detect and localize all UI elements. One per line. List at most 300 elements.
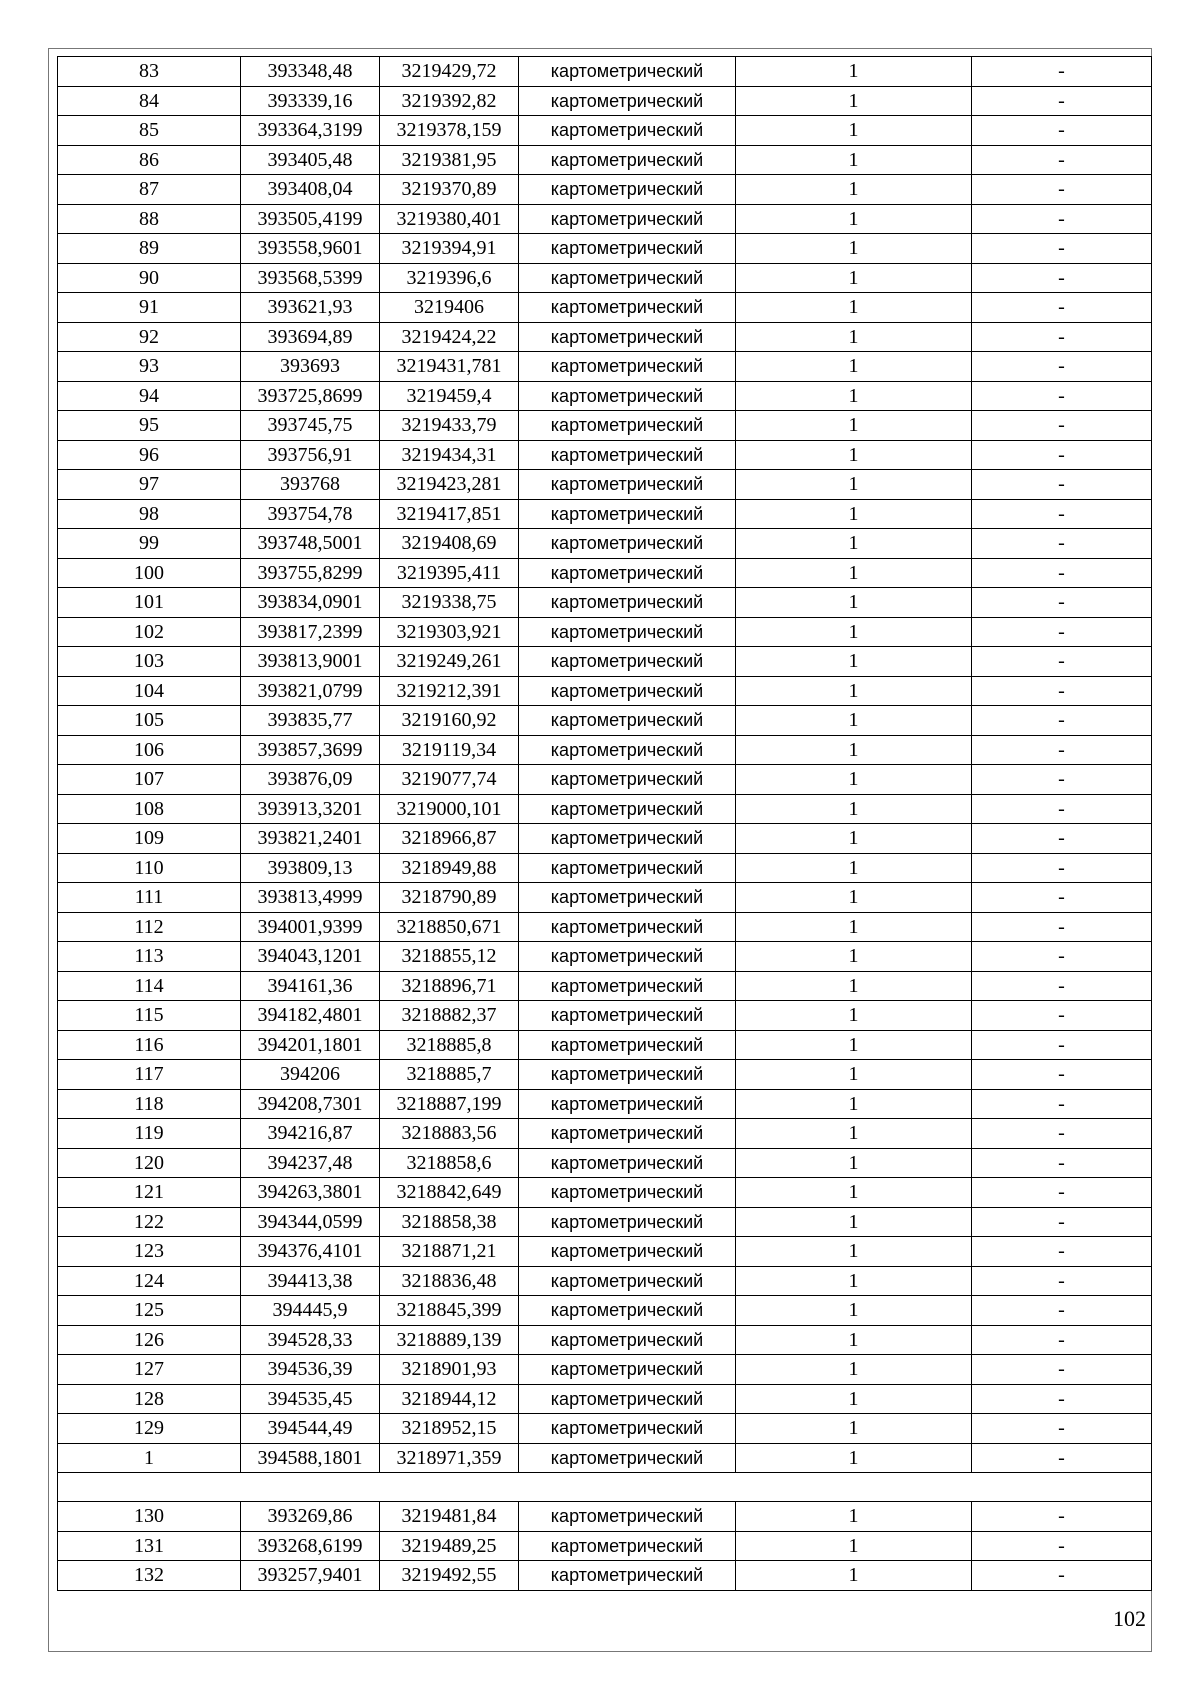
table-row bbox=[58, 883, 1152, 913]
y-coordinate-cell: 3218971,359 bbox=[380, 1443, 519, 1473]
table-row bbox=[58, 352, 1152, 382]
method-cell: картометрический bbox=[519, 735, 736, 765]
table-row bbox=[58, 706, 1152, 736]
point-number-cell: 111 bbox=[58, 883, 241, 913]
description-cell: - bbox=[972, 116, 1152, 146]
description-cell: - bbox=[972, 912, 1152, 942]
accuracy-cell: 1 bbox=[736, 470, 972, 500]
x-coordinate-cell: 394206 bbox=[241, 1060, 380, 1090]
point-number-cell: 124 bbox=[58, 1266, 241, 1296]
x-coordinate-cell: 393813,9001 bbox=[241, 647, 380, 677]
x-coordinate-cell: 393745,75 bbox=[241, 411, 380, 441]
point-number-cell: 107 bbox=[58, 765, 241, 795]
table-row bbox=[58, 794, 1152, 824]
y-coordinate-cell: 3219395,411 bbox=[380, 558, 519, 588]
page-number: 102 bbox=[1113, 1606, 1146, 1631]
y-coordinate-cell: 3218871,21 bbox=[380, 1237, 519, 1267]
x-coordinate-cell: 393505,4199 bbox=[241, 204, 380, 234]
method-cell: картометрический bbox=[519, 322, 736, 352]
description-cell: - bbox=[972, 735, 1152, 765]
method-cell: картометрический bbox=[519, 293, 736, 323]
method-cell: картометрический bbox=[519, 853, 736, 883]
table-row bbox=[58, 1178, 1152, 1208]
method-cell: картометрический bbox=[519, 1531, 736, 1561]
point-number-cell: 127 bbox=[58, 1355, 241, 1385]
point-number-cell: 108 bbox=[58, 794, 241, 824]
x-coordinate-cell: 393568,5399 bbox=[241, 263, 380, 293]
method-cell: картометрический bbox=[519, 529, 736, 559]
description-cell: - bbox=[972, 1561, 1152, 1591]
description-cell: - bbox=[972, 1266, 1152, 1296]
point-number-cell: 117 bbox=[58, 1060, 241, 1090]
point-number-cell: 122 bbox=[58, 1207, 241, 1237]
table-row bbox=[58, 1207, 1152, 1237]
accuracy-cell: 1 bbox=[736, 1355, 972, 1385]
method-cell: картометрический bbox=[519, 1266, 736, 1296]
table-row bbox=[58, 1443, 1152, 1473]
description-cell: - bbox=[972, 942, 1152, 972]
separator-cell bbox=[58, 1473, 1152, 1502]
x-coordinate-cell: 393876,09 bbox=[241, 765, 380, 795]
table-row bbox=[58, 499, 1152, 529]
y-coordinate-cell: 3219119,34 bbox=[380, 735, 519, 765]
point-number-cell: 114 bbox=[58, 971, 241, 1001]
table-row bbox=[58, 57, 1152, 87]
accuracy-cell: 1 bbox=[736, 1531, 972, 1561]
table-row bbox=[58, 1355, 1152, 1385]
method-cell: картометрический bbox=[519, 175, 736, 205]
x-coordinate-cell: 393364,3199 bbox=[241, 116, 380, 146]
table-row bbox=[58, 322, 1152, 352]
x-coordinate-cell: 394216,87 bbox=[241, 1119, 380, 1149]
accuracy-cell: 1 bbox=[736, 706, 972, 736]
accuracy-cell: 1 bbox=[736, 558, 972, 588]
y-coordinate-cell: 3218790,89 bbox=[380, 883, 519, 913]
accuracy-cell: 1 bbox=[736, 322, 972, 352]
y-coordinate-cell: 3218885,7 bbox=[380, 1060, 519, 1090]
description-cell: - bbox=[972, 529, 1152, 559]
method-cell: картометрический bbox=[519, 942, 736, 972]
point-number-cell: 113 bbox=[58, 942, 241, 972]
x-coordinate-cell: 393621,93 bbox=[241, 293, 380, 323]
table-row bbox=[58, 263, 1152, 293]
method-cell: картометрический bbox=[519, 86, 736, 116]
method-cell: картометрический bbox=[519, 1030, 736, 1060]
point-number-cell: 100 bbox=[58, 558, 241, 588]
table-row bbox=[58, 558, 1152, 588]
accuracy-cell: 1 bbox=[736, 765, 972, 795]
method-cell: картометрический bbox=[519, 912, 736, 942]
y-coordinate-cell: 3219378,159 bbox=[380, 116, 519, 146]
point-number-cell: 92 bbox=[58, 322, 241, 352]
accuracy-cell: 1 bbox=[736, 1414, 972, 1444]
accuracy-cell: 1 bbox=[736, 204, 972, 234]
x-coordinate-cell: 393817,2399 bbox=[241, 617, 380, 647]
description-cell: - bbox=[972, 794, 1152, 824]
x-coordinate-cell: 394208,7301 bbox=[241, 1089, 380, 1119]
description-cell: - bbox=[972, 1414, 1152, 1444]
y-coordinate-cell: 3218882,37 bbox=[380, 1001, 519, 1031]
method-cell: картометрический bbox=[519, 145, 736, 175]
method-cell: картометрический bbox=[519, 1207, 736, 1237]
x-coordinate-cell: 393339,16 bbox=[241, 86, 380, 116]
y-coordinate-cell: 3218836,48 bbox=[380, 1266, 519, 1296]
description-cell: - bbox=[972, 440, 1152, 470]
y-coordinate-cell: 3218850,671 bbox=[380, 912, 519, 942]
method-cell: картометрический bbox=[519, 499, 736, 529]
x-coordinate-cell: 394201,1801 bbox=[241, 1030, 380, 1060]
accuracy-cell: 1 bbox=[736, 735, 972, 765]
table-row bbox=[58, 411, 1152, 441]
point-number-cell: 105 bbox=[58, 706, 241, 736]
accuracy-cell: 1 bbox=[736, 529, 972, 559]
table-row bbox=[58, 824, 1152, 854]
point-number-cell: 83 bbox=[58, 57, 241, 87]
y-coordinate-cell: 3219489,25 bbox=[380, 1531, 519, 1561]
table-row bbox=[58, 942, 1152, 972]
table-row bbox=[58, 145, 1152, 175]
method-cell: картометрический bbox=[519, 1384, 736, 1414]
method-cell: картометрический bbox=[519, 1148, 736, 1178]
y-coordinate-cell: 3219492,55 bbox=[380, 1561, 519, 1591]
y-coordinate-cell: 3219338,75 bbox=[380, 588, 519, 618]
method-cell: картометрический bbox=[519, 883, 736, 913]
x-coordinate-cell: 394413,38 bbox=[241, 1266, 380, 1296]
method-cell: картометрический bbox=[519, 647, 736, 677]
accuracy-cell: 1 bbox=[736, 676, 972, 706]
method-cell: картометрический bbox=[519, 57, 736, 87]
description-cell: - bbox=[972, 1178, 1152, 1208]
y-coordinate-cell: 3219433,79 bbox=[380, 411, 519, 441]
y-coordinate-cell: 3219408,69 bbox=[380, 529, 519, 559]
x-coordinate-cell: 393558,9601 bbox=[241, 234, 380, 264]
description-cell: - bbox=[972, 1296, 1152, 1326]
point-number-cell: 86 bbox=[58, 145, 241, 175]
method-cell: картометрический bbox=[519, 470, 736, 500]
y-coordinate-cell: 3219380,401 bbox=[380, 204, 519, 234]
table-row bbox=[58, 912, 1152, 942]
accuracy-cell: 1 bbox=[736, 1443, 972, 1473]
method-cell: картометрический bbox=[519, 1237, 736, 1267]
description-cell: - bbox=[972, 883, 1152, 913]
accuracy-cell: 1 bbox=[736, 1502, 972, 1532]
description-cell: - bbox=[972, 175, 1152, 205]
x-coordinate-cell: 393835,77 bbox=[241, 706, 380, 736]
y-coordinate-cell: 3218944,12 bbox=[380, 1384, 519, 1414]
method-cell: картометрический bbox=[519, 1178, 736, 1208]
method-cell: картометрический bbox=[519, 1119, 736, 1149]
table-row bbox=[58, 1060, 1152, 1090]
table-row bbox=[58, 1414, 1152, 1444]
y-coordinate-cell: 3219396,6 bbox=[380, 263, 519, 293]
point-number-cell: 110 bbox=[58, 853, 241, 883]
y-coordinate-cell: 3218883,56 bbox=[380, 1119, 519, 1149]
table-row bbox=[58, 440, 1152, 470]
description-cell: - bbox=[972, 1502, 1152, 1532]
description-cell: - bbox=[972, 204, 1152, 234]
y-coordinate-cell: 3219000,101 bbox=[380, 794, 519, 824]
table-row bbox=[58, 853, 1152, 883]
y-coordinate-cell: 3219160,92 bbox=[380, 706, 519, 736]
accuracy-cell: 1 bbox=[736, 175, 972, 205]
point-number-cell: 118 bbox=[58, 1089, 241, 1119]
x-coordinate-cell: 394588,1801 bbox=[241, 1443, 380, 1473]
point-number-cell: 91 bbox=[58, 293, 241, 323]
accuracy-cell: 1 bbox=[736, 1296, 972, 1326]
point-number-cell: 89 bbox=[58, 234, 241, 264]
accuracy-cell: 1 bbox=[736, 1060, 972, 1090]
point-number-cell: 90 bbox=[58, 263, 241, 293]
x-coordinate-cell: 393756,91 bbox=[241, 440, 380, 470]
accuracy-cell: 1 bbox=[736, 86, 972, 116]
method-cell: картометрический bbox=[519, 440, 736, 470]
x-coordinate-cell: 394263,3801 bbox=[241, 1178, 380, 1208]
method-cell: картометрический bbox=[519, 765, 736, 795]
accuracy-cell: 1 bbox=[736, 1119, 972, 1149]
x-coordinate-cell: 393405,48 bbox=[241, 145, 380, 175]
point-number-cell: 128 bbox=[58, 1384, 241, 1414]
point-number-cell: 112 bbox=[58, 912, 241, 942]
description-cell: - bbox=[972, 381, 1152, 411]
y-coordinate-cell: 3219392,82 bbox=[380, 86, 519, 116]
separator-row bbox=[58, 1473, 1152, 1502]
x-coordinate-cell: 393834,0901 bbox=[241, 588, 380, 618]
description-cell: - bbox=[972, 145, 1152, 175]
method-cell: картометрический bbox=[519, 588, 736, 618]
method-cell: картометрический bbox=[519, 352, 736, 382]
point-number-cell: 106 bbox=[58, 735, 241, 765]
accuracy-cell: 1 bbox=[736, 263, 972, 293]
y-coordinate-cell: 3219431,781 bbox=[380, 352, 519, 382]
method-cell: картометрический bbox=[519, 706, 736, 736]
table-row bbox=[58, 1001, 1152, 1031]
y-coordinate-cell: 3218858,38 bbox=[380, 1207, 519, 1237]
y-coordinate-cell: 3219406 bbox=[380, 293, 519, 323]
table-row bbox=[58, 735, 1152, 765]
description-cell: - bbox=[972, 617, 1152, 647]
accuracy-cell: 1 bbox=[736, 883, 972, 913]
y-coordinate-cell: 3218855,12 bbox=[380, 942, 519, 972]
accuracy-cell: 1 bbox=[736, 116, 972, 146]
point-number-cell: 126 bbox=[58, 1325, 241, 1355]
point-number-cell: 87 bbox=[58, 175, 241, 205]
y-coordinate-cell: 3219249,261 bbox=[380, 647, 519, 677]
y-coordinate-cell: 3219434,31 bbox=[380, 440, 519, 470]
y-coordinate-cell: 3218896,71 bbox=[380, 971, 519, 1001]
y-coordinate-cell: 3219423,281 bbox=[380, 470, 519, 500]
description-cell: - bbox=[972, 470, 1152, 500]
table-row bbox=[58, 1561, 1152, 1591]
x-coordinate-cell: 393809,13 bbox=[241, 853, 380, 883]
point-number-cell: 120 bbox=[58, 1148, 241, 1178]
point-number-cell: 116 bbox=[58, 1030, 241, 1060]
accuracy-cell: 1 bbox=[736, 1561, 972, 1591]
description-cell: - bbox=[972, 676, 1152, 706]
point-number-cell: 121 bbox=[58, 1178, 241, 1208]
point-number-cell: 85 bbox=[58, 116, 241, 146]
method-cell: картометрический bbox=[519, 234, 736, 264]
x-coordinate-cell: 393348,48 bbox=[241, 57, 380, 87]
description-cell: - bbox=[972, 765, 1152, 795]
accuracy-cell: 1 bbox=[736, 617, 972, 647]
table-row bbox=[58, 647, 1152, 677]
point-number-cell: 125 bbox=[58, 1296, 241, 1326]
table-row bbox=[58, 86, 1152, 116]
point-number-cell: 88 bbox=[58, 204, 241, 234]
point-number-cell: 123 bbox=[58, 1237, 241, 1267]
method-cell: картометрический bbox=[519, 204, 736, 234]
x-coordinate-cell: 394528,33 bbox=[241, 1325, 380, 1355]
description-cell: - bbox=[972, 558, 1152, 588]
point-number-cell: 130 bbox=[58, 1502, 241, 1532]
x-coordinate-cell: 394445,9 bbox=[241, 1296, 380, 1326]
table-row bbox=[58, 676, 1152, 706]
table-row bbox=[58, 1266, 1152, 1296]
description-cell: - bbox=[972, 1001, 1152, 1031]
x-coordinate-cell: 394161,36 bbox=[241, 971, 380, 1001]
y-coordinate-cell: 3218952,15 bbox=[380, 1414, 519, 1444]
accuracy-cell: 1 bbox=[736, 1237, 972, 1267]
accuracy-cell: 1 bbox=[736, 1178, 972, 1208]
method-cell: картометрический bbox=[519, 794, 736, 824]
table-row bbox=[58, 175, 1152, 205]
method-cell: картометрический bbox=[519, 1502, 736, 1532]
table-row bbox=[58, 1531, 1152, 1561]
accuracy-cell: 1 bbox=[736, 1325, 972, 1355]
x-coordinate-cell: 393768 bbox=[241, 470, 380, 500]
x-coordinate-cell: 394001,9399 bbox=[241, 912, 380, 942]
description-cell: - bbox=[972, 1237, 1152, 1267]
method-cell: картометрический bbox=[519, 1561, 736, 1591]
y-coordinate-cell: 3219417,851 bbox=[380, 499, 519, 529]
x-coordinate-cell: 393257,9401 bbox=[241, 1561, 380, 1591]
x-coordinate-cell: 393693 bbox=[241, 352, 380, 382]
method-cell: картометрический bbox=[519, 1414, 736, 1444]
accuracy-cell: 1 bbox=[736, 588, 972, 618]
table-row bbox=[58, 293, 1152, 323]
point-number-cell: 95 bbox=[58, 411, 241, 441]
description-cell: - bbox=[972, 1148, 1152, 1178]
point-number-cell: 101 bbox=[58, 588, 241, 618]
method-cell: картометрический bbox=[519, 1443, 736, 1473]
description-cell: - bbox=[972, 499, 1152, 529]
description-cell: - bbox=[972, 824, 1152, 854]
y-coordinate-cell: 3218842,649 bbox=[380, 1178, 519, 1208]
accuracy-cell: 1 bbox=[736, 381, 972, 411]
accuracy-cell: 1 bbox=[736, 912, 972, 942]
x-coordinate-cell: 393913,3201 bbox=[241, 794, 380, 824]
y-coordinate-cell: 3218885,8 bbox=[380, 1030, 519, 1060]
y-coordinate-cell: 3219212,391 bbox=[380, 676, 519, 706]
method-cell: картометрический bbox=[519, 1355, 736, 1385]
x-coordinate-cell: 393755,8299 bbox=[241, 558, 380, 588]
accuracy-cell: 1 bbox=[736, 1207, 972, 1237]
table-row bbox=[58, 204, 1152, 234]
method-cell: картометрический bbox=[519, 1296, 736, 1326]
description-cell: - bbox=[972, 86, 1152, 116]
method-cell: картометрический bbox=[519, 263, 736, 293]
x-coordinate-cell: 393725,8699 bbox=[241, 381, 380, 411]
accuracy-cell: 1 bbox=[736, 1001, 972, 1031]
method-cell: картометрический bbox=[519, 1089, 736, 1119]
point-number-cell: 97 bbox=[58, 470, 241, 500]
table-row bbox=[58, 765, 1152, 795]
table-row bbox=[58, 1119, 1152, 1149]
x-coordinate-cell: 393268,6199 bbox=[241, 1531, 380, 1561]
y-coordinate-cell: 3218887,199 bbox=[380, 1089, 519, 1119]
method-cell: картометрический bbox=[519, 971, 736, 1001]
y-coordinate-cell: 3218901,93 bbox=[380, 1355, 519, 1385]
description-cell: - bbox=[972, 1531, 1152, 1561]
description-cell: - bbox=[972, 706, 1152, 736]
table-row bbox=[58, 234, 1152, 264]
x-coordinate-cell: 393821,2401 bbox=[241, 824, 380, 854]
point-number-cell: 129 bbox=[58, 1414, 241, 1444]
x-coordinate-cell: 393857,3699 bbox=[241, 735, 380, 765]
description-cell: - bbox=[972, 588, 1152, 618]
table-row bbox=[58, 971, 1152, 1001]
y-coordinate-cell: 3219370,89 bbox=[380, 175, 519, 205]
table-row bbox=[58, 116, 1152, 146]
accuracy-cell: 1 bbox=[736, 971, 972, 1001]
method-cell: картометрический bbox=[519, 1060, 736, 1090]
table-row bbox=[58, 1296, 1152, 1326]
y-coordinate-cell: 3219481,84 bbox=[380, 1502, 519, 1532]
accuracy-cell: 1 bbox=[736, 145, 972, 175]
method-cell: картометрический bbox=[519, 676, 736, 706]
description-cell: - bbox=[972, 263, 1152, 293]
description-cell: - bbox=[972, 853, 1152, 883]
table-row bbox=[58, 1030, 1152, 1060]
table-row bbox=[58, 470, 1152, 500]
table-row bbox=[58, 1237, 1152, 1267]
description-cell: - bbox=[972, 1089, 1152, 1119]
accuracy-cell: 1 bbox=[736, 853, 972, 883]
table-row bbox=[58, 1502, 1152, 1532]
description-cell: - bbox=[972, 1384, 1152, 1414]
point-number-cell: 131 bbox=[58, 1531, 241, 1561]
x-coordinate-cell: 394237,48 bbox=[241, 1148, 380, 1178]
x-coordinate-cell: 394043,1201 bbox=[241, 942, 380, 972]
method-cell: картометрический bbox=[519, 617, 736, 647]
point-number-cell: 94 bbox=[58, 381, 241, 411]
description-cell: - bbox=[972, 647, 1152, 677]
point-number-cell: 132 bbox=[58, 1561, 241, 1591]
x-coordinate-cell: 393754,78 bbox=[241, 499, 380, 529]
x-coordinate-cell: 394344,0599 bbox=[241, 1207, 380, 1237]
y-coordinate-cell: 3218858,6 bbox=[380, 1148, 519, 1178]
description-cell: - bbox=[972, 322, 1152, 352]
table-row bbox=[58, 617, 1152, 647]
accuracy-cell: 1 bbox=[736, 794, 972, 824]
y-coordinate-cell: 3218949,88 bbox=[380, 853, 519, 883]
point-number-cell: 1 bbox=[58, 1443, 241, 1473]
point-number-cell: 103 bbox=[58, 647, 241, 677]
x-coordinate-cell: 394182,4801 bbox=[241, 1001, 380, 1031]
x-coordinate-cell: 394376,4101 bbox=[241, 1237, 380, 1267]
point-number-cell: 119 bbox=[58, 1119, 241, 1149]
x-coordinate-cell: 393694,89 bbox=[241, 322, 380, 352]
description-cell: - bbox=[972, 1355, 1152, 1385]
y-coordinate-cell: 3219429,72 bbox=[380, 57, 519, 87]
accuracy-cell: 1 bbox=[736, 942, 972, 972]
x-coordinate-cell: 393408,04 bbox=[241, 175, 380, 205]
method-cell: картометрический bbox=[519, 381, 736, 411]
point-number-cell: 102 bbox=[58, 617, 241, 647]
description-cell: - bbox=[972, 971, 1152, 1001]
method-cell: картометрический bbox=[519, 1001, 736, 1031]
method-cell: картометрический bbox=[519, 411, 736, 441]
